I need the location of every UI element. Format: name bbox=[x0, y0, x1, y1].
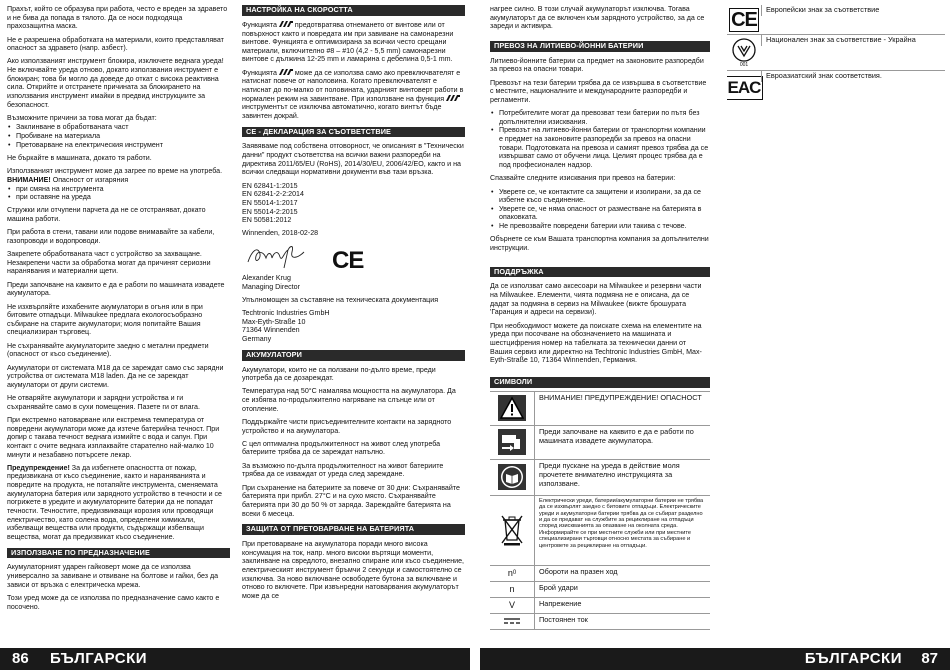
paragraph: Заявяваме под собствена отговорност, че описаният в "Технически данни" продукт съответства на всички важни разпоредби на директива 2011/65/EU (RoHS), 2014/30/EU, 2006/42/EO, както и на всички следващи нормативни документи във тази връзка. bbox=[242, 142, 464, 177]
paragraph: Функцията предотвратява отнемането от винтове или от повърхност както и повредата им при завиване на самонарезни винтове. Функцията е оптимизирана за всички често срещани материали, включително #8 – #10 (4,2 - 5,5 mm) самонарезни винтове с дължина 12-25 mm и ламарина с дебелина 0,5-1 mm. bbox=[242, 20, 454, 64]
paragraph: При необходимост можете да поискате схема на елементите на уреда при посочване на обозначението на машината и шестцифрения номер на табелката за технически данни от Вашия сервиз или директно на Techtronic Industries GmbH, Max-Eyth-Straße 10, 71364 Winnenden, Германия. bbox=[490, 321, 702, 365]
paragraph: нагрее силно. В този случай акумулаторът изключва. Тогава акумулаторът да се включен към зарядното устройство, за да се зареди и активира. bbox=[490, 5, 705, 31]
section-header-batteries: АКУМУЛАТОРИ bbox=[242, 350, 465, 361]
symbol-description: ВНИМАНИЕ! ПРЕДУПРЕЖДЕНИЕ! ОПАСНОСТ bbox=[539, 392, 702, 402]
paragraph: Този уред може да се използва по предназначение само както е посочено. bbox=[7, 593, 220, 611]
paragraph: С цел оптимална продължителност на живот след употреба батериите трябва да се зареждат напълно. bbox=[242, 439, 441, 457]
paragraph: Спазвайте следните изисквания при превоз на батерии: bbox=[490, 174, 676, 183]
declaration-date: Winnenden, 2018-02-28 bbox=[242, 229, 319, 238]
paragraph: Не изхвърляйте изхабените акумулатори в огъня или в при битовите отпадъци. Milwaukee предлага екологосъобразно събиране на старите акумулатори; моля попитайте Вашия специализиран търговец. bbox=[7, 302, 203, 337]
ce-mark: CE bbox=[332, 247, 364, 275]
list-item: • при смяна на инструмента bbox=[7, 185, 230, 194]
transport-requirements-list bbox=[490, 188, 710, 231]
paragraph: Акумулатори от системата M18 да се зареждат само със зарядни устройства от системата M18 laden. Да не се зареждат акумулатори от други системи. bbox=[7, 363, 224, 389]
list-item: • Превозът на литиево-йонни батерии от транспортни компании е предмет на законовите разпоредби за превоз на опасни товари. Подготовката на превоза и самият превоз трябва да се извършват само от обучени лица. Целият процес трябва да е под професионален надзор. bbox=[490, 126, 710, 169]
cert-description: Национален знак за съответствие - Украйна bbox=[761, 35, 945, 46]
paragraph: Упълномощен за съставяне на техническата документация bbox=[242, 295, 439, 304]
read-manual-icon bbox=[490, 460, 535, 495]
burn-list bbox=[7, 185, 230, 202]
symbol-description: Преди пускане на уреда в действие моля прочетете внимателно инструкцията за използване. bbox=[539, 460, 680, 488]
footer-right bbox=[480, 648, 950, 670]
tek-screw-mode-icon bbox=[446, 95, 460, 102]
section-header-transport: ПРЕВОЗ НА ЛИТИЕВО-ЙОННИ БАТЕРИИ bbox=[490, 41, 710, 52]
right-column-2 bbox=[727, 5, 945, 125]
symbol-description: Обороти на празен ход bbox=[539, 566, 618, 576]
language-label: БЪЛГАРСКИ bbox=[50, 650, 148, 667]
section-header-overload-protection: ЗАЩИТА ОТ ПРЕТОВАРВАНЕ НА БАТЕРИЯТА bbox=[242, 524, 465, 535]
symbol-row bbox=[490, 392, 710, 426]
right-column-1 bbox=[490, 5, 710, 645]
warning-label: ВНИМАНИЕ! bbox=[7, 175, 51, 184]
symbol-row bbox=[490, 426, 710, 460]
symbols-table bbox=[490, 391, 710, 630]
company-address: Techtronic Industries GmbH Max-Eyth-Straße 10 71364 Winnenden Germany bbox=[242, 309, 330, 344]
remove-battery-icon bbox=[490, 426, 535, 459]
paragraph: Закрепете обработваната част с устройство за захващане. Незакрепени части за обработка могат да причинят сериозни наранявания и материални щети. bbox=[7, 250, 211, 276]
weee-bin-icon bbox=[490, 496, 535, 565]
signature-image bbox=[244, 240, 314, 270]
paragraph: Ако използваният инструмент блокира, изключете веднага уреда! Не включвайте уреда отново, докато използвания инструмент е блокиран; това би могло да доведе до откат с висока реактивна сила. Открийте и отстранете причината за блокирането на използвания инструмент имайки в предвид инструкциите за безопасност. bbox=[7, 57, 224, 109]
cert-description: Евроазиатский знак соответствия. bbox=[761, 71, 945, 82]
eac-mark-icon: EAC bbox=[727, 71, 761, 105]
symbol-row bbox=[490, 582, 710, 598]
ce-mark-icon: CE bbox=[731, 9, 757, 31]
symbol-description: Напрежение bbox=[539, 598, 582, 608]
caution-text: За да избегнете опасността от пожар, предизвикана от късо съединение, както и нараняванията и повредите на продукта, не потапяйте инструмента, сменяемата акумулаторна батерия или зарядното устройство в течности и се погрижете в уредите и акумулаторните батерии да не попадат течности. Течностите, предизвикващи корозия или проводящи електричество, като солена вода, определени химикали, избелващи вещества или продукти, съдържащи избелващи вещества, могат да предизвикат късо съединение. bbox=[7, 463, 223, 541]
paragraph: Не е разрешена обработката на материали, които представляват опасност за здравето (напр. азбест). bbox=[7, 35, 224, 53]
list-item: • Заклинване в обработваната част bbox=[7, 123, 230, 132]
paragraph: Прахът, който се образува при работа, често е вреден за здравето и не бива да попада в тялото. Да се носи подходяща прахозащитна маска. bbox=[7, 5, 228, 31]
paragraph: Стружки или отчупени парчета да не се отстраняват, докато машина работи. bbox=[7, 206, 206, 224]
direct-current-icon bbox=[490, 614, 535, 629]
paragraph: Акумулаторният ударен гайковерт може да се използва универсално за завиване и отвиване на болтове и гайки, без да зависи от връзка с електрическа мрежа. bbox=[7, 563, 219, 589]
list-item: • Потребителите могат да превозват тези батерии по пътя без допълнителни изисквания. bbox=[490, 109, 710, 126]
symbol-row bbox=[490, 598, 710, 614]
left-column-1 bbox=[7, 5, 230, 645]
cert-row-eac bbox=[727, 71, 945, 105]
caution-label: Предупреждение! bbox=[7, 463, 70, 472]
paragraph: При работа в стени, тавани или подове внимавайте за кабели, газопроводи и водопроводи. bbox=[7, 228, 215, 245]
signatory: Alexander Krug Managing Director bbox=[242, 274, 300, 291]
paragraph: Не отваряйте акумулатори и зарядни устройства и ги съхранявайте само в сухи помещения. Пазете ги от влага. bbox=[7, 394, 200, 411]
tek-screw-mode-icon bbox=[279, 21, 293, 28]
paragraph: При претоварване на акумулатора поради много висока консумация на ток, напр. много високи въртящи моменти, заклинване на свредлото, внезапно спиране или късо съединение, електрическият инструмент бръмчи 2 секунди и самостоятелно се изключва. За ново включване освободете бутона за включване и отново го включете. При извънредни натоварвания акумулаторът може да се bbox=[242, 540, 465, 600]
footer-left bbox=[0, 648, 470, 670]
symbol-description: Преди започване на каквито е да е работи по машината извадете акумулатора. bbox=[539, 426, 694, 445]
paragraph bbox=[7, 464, 230, 542]
left-column-2 bbox=[242, 5, 465, 645]
right-page bbox=[480, 0, 950, 670]
symbol-row bbox=[490, 614, 710, 630]
paragraph: Температура над 50°C намалява мощността на акумулатора. Да се избягва по-продължително нагряване на слънце или от отопление. bbox=[242, 387, 456, 413]
symbol-row bbox=[490, 460, 710, 496]
section-header-symbols: СИМВОЛИ bbox=[490, 377, 710, 388]
list-item: • Уверете се, че контактите са защитени и изолирани, за да се избегне късо съединение. bbox=[490, 188, 710, 205]
no-load-speed-icon: n 0 bbox=[490, 566, 535, 581]
symbol-description: Електрически уреди, батерии/акумулаторни батерии не трябва да се изхвърлят заедно с битовите отпадъци. Електрическите уреди и акумулаторни батерии трябва да се събират разделно и да се предават на службите за рециклиране на отпадъци според изискванията за опазване на околната среда. Информирайте се при местните служби или при местните специализирани търговци относно местата за събиране и центровете за рециклиране на отпадъци. bbox=[539, 497, 704, 549]
warning-triangle-icon bbox=[490, 392, 535, 425]
warning-text: Опасност от изгаряния bbox=[52, 175, 129, 184]
section-header-maintenance: ПОДДРЪЖКА bbox=[490, 267, 710, 278]
cert-row-ce bbox=[727, 5, 945, 35]
paragraph: Използваният инструмент може да загрее по време на употреба. ВНИМАНИЕ! Опасност от изгаряния bbox=[7, 167, 223, 184]
cert-description: Европейски знак за съответствие bbox=[761, 5, 945, 16]
paragraph: Функцията може да се използва само ако превключвателят е натиснат повече от наполовина. Когато превключвателят е натиснат до по-малко от половината, ударният винтоверт работи в нормален режим на завинтване. При използване на функция инструментът се изключва автоматично, когато винтът бъде завинтен докрай. bbox=[242, 68, 464, 120]
impact-rate-icon: n bbox=[490, 582, 535, 597]
list-item: • Не превозвайте повредени батерии или такива с течове. bbox=[490, 222, 710, 231]
symbol-description: Постоянен ток bbox=[539, 614, 588, 624]
paragraph: Превозът на тези батерии трябва да се извършва в съответствие с местните, националните и международните разпоредби и регламенти. bbox=[490, 78, 707, 104]
section-header-ce-declaration: СЕ - ДЕКЛАРАЦИЯ ЗА СЪОТВЕТСТВИЕ bbox=[242, 127, 465, 138]
page-number: 86 bbox=[12, 650, 29, 667]
ukraine-conformity-icon: 001 bbox=[727, 35, 761, 71]
list-item: • Уверете се, че няма опасност от разместване на батерията в опаковката. bbox=[490, 205, 710, 222]
list-item: • Претоварване на електрическия инструмент bbox=[7, 141, 230, 150]
page-number: 87 bbox=[921, 650, 938, 667]
language-label: БЪЛГАРСКИ bbox=[804, 650, 902, 667]
paragraph: При екстремно натоварване или екстремна температура от повредени акумулатори може да изтече батерийна течност. При допир с такава течност веднага измийте с вода и сапун. При контакт с очите веднага изплаквайте старателно най-малко 10 минути и незабавно потърсете лекар. bbox=[7, 415, 220, 459]
transport-list bbox=[490, 109, 710, 169]
paragraph: Акумулатори, които не са ползвани по-дълго време, преди употреба да се дозареждат. bbox=[242, 365, 436, 383]
paragraph: Литиево-йонните батерии са предмет на законовите разпоредби за превоз на опасни товари. bbox=[490, 56, 704, 74]
symbol-description: Брой удари bbox=[539, 582, 578, 592]
paragraph: Обърнете се към Вашата транспортна компания за допълнителни инструкции. bbox=[490, 235, 709, 252]
standards-list: EN 62841-1:2015 EN 62841-2-2:2014 EN 55014-1:2017 EN 55014-2:2015 EN 50581:2012 bbox=[242, 181, 304, 225]
causes-list bbox=[7, 123, 230, 149]
section-header-speed: НАСТРОЙКА НА СКОРОСТТА bbox=[242, 5, 465, 16]
section-header-intended-use: ИЗПОЛЗВАНЕ ПО ПРЕДНАЗНАЧЕНИЕ bbox=[7, 548, 230, 559]
list-item: • при оставяне на уреда bbox=[7, 193, 230, 202]
signature-block bbox=[242, 240, 465, 275]
voltage-icon: V bbox=[490, 598, 535, 613]
paragraph: Възможните причини за това могат да бъдат: bbox=[7, 113, 157, 122]
paragraph: Преди започване на каквито е да е работи по машината извадете акумулатора. bbox=[7, 280, 225, 298]
paragraph: Не бъркайте в машината, докато тя работи. bbox=[7, 153, 152, 162]
paragraph: Не съхранявайте акумулаторите заедно с метални предмети (опасност от късо съединение). bbox=[7, 341, 209, 359]
paragraph: За възможно по-дълга продължителност на живот батериите трябва да се изваждат от уреда след зареждане. bbox=[242, 461, 444, 479]
list-item: • Пробиване на материала bbox=[7, 132, 230, 141]
paragraph: При съхранение на батериите за повече от 30 дни: Съхранявайте батерията при прибл. 27°C и на сухо място. Съхранявайте батерията при 30 до 50 % от заряда. Зареждайте батерията на всеки 6 месеца. bbox=[242, 483, 460, 518]
symbol-row bbox=[490, 496, 710, 566]
symbol-row bbox=[490, 566, 710, 582]
left-page bbox=[0, 0, 470, 670]
paragraph: Поддържайте чисти присъединителните контакти на зарядното устройство и на акумулатора. bbox=[242, 417, 452, 435]
paragraph: Да се използват само аксесоари на Milwaukee и резервни части на Milwaukee. Елементи, чията подмяна не е описана, да се дадат за подмяна в сервиз на Milwaukee (вижте брошурата 'Гаранция и адреси на сервизи). bbox=[490, 282, 702, 317]
tek-screw-mode-icon bbox=[279, 69, 293, 76]
cert-row-ukraine bbox=[727, 35, 945, 71]
